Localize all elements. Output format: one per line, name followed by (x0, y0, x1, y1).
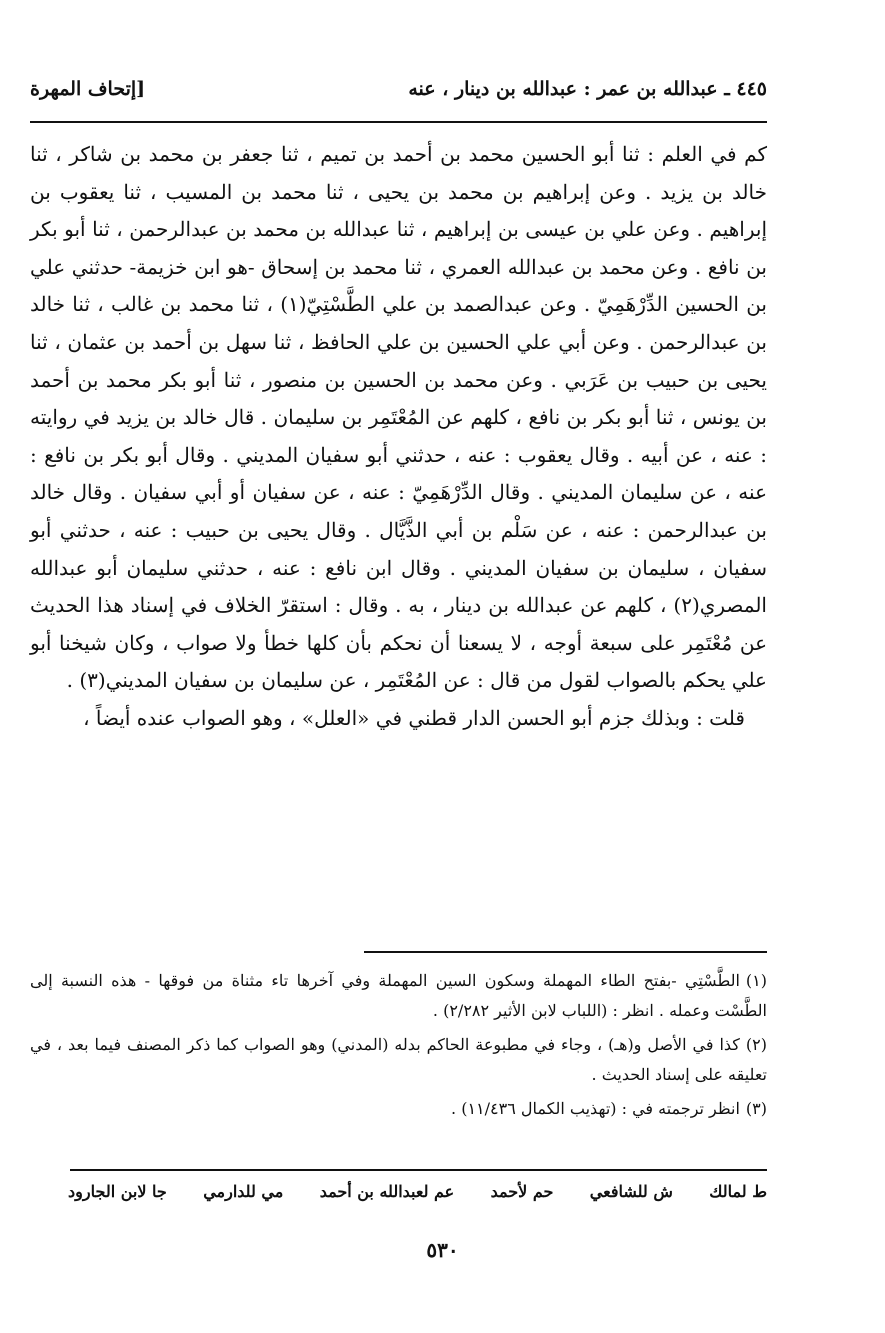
footnote-number: (٣) (745, 1099, 767, 1118)
abbreviations-key (68, 1182, 767, 1201)
main-text (30, 136, 767, 738)
footnote (30, 1030, 767, 1090)
footnote-text: الطَّسْتِي -بفتح الطاء المهملة وسكون السين المهملة وفي آخرها تاء مثناة من فوقها - هذه النسبة إلى الطَّسْت وعمله . انظر : (اللباب لابن الأثير ٢/٢٨٢) . (30, 971, 767, 1020)
abbreviation: ط لمالك (709, 1182, 767, 1201)
abbreviation: مي للدارمي (203, 1182, 284, 1201)
abbreviations-divider (70, 1169, 767, 1171)
body-paragraph: كم في العلم : ثنا أبو الحسين محمد بن أحمد بن تميم ، ثنا جعفر بن محمد بن شاكر ، ثنا خالد بن يزيد . وعن إبراهيم بن محمد بن يحيى ، ثنا محمد بن المسيب ، ثنا يعقوب بن إبراهيم . وعن علي بن عيسى بن إبراهيم ، ثنا عبدالله بن محمد بن عبدالرحمن ، ثنا أبو بكر بن نافع . وعن محمد بن عبدالله العمري ، ثنا محمد بن إسحاق -هو ابن خزيمة- حدثني علي بن الحسين الدِّرْهَمِيّ . وعن عبدالصمد بن علي الطَّسْتِيّ(١) ، ثنا محمد بن غالب ، ثنا خالد بن عبدالرحمن . وعن أبي علي الحسين بن علي الحافظ ، ثنا سهل بن أحمد بن عثمان ، ثنا يحيى بن حبيب بن عَرَبي . وعن محمد بن الحسين بن منصور ، ثنا أبو بكر محمد بن أحمد بن يونس ، ثنا أبو بكر بن نافع ، كلهم عن المُعْتَمِر بن سليمان . قال خالد بن يزيد في روايته : عنه ، عن أبيه . وقال يعقوب : عنه ، حدثني أبو سفيان المديني . وقال أبو بكر بن نافع : عنه ، عن سليمان المديني . وقال الدِّرْهَمِيّ : عنه ، عن سفيان أو أبي سفيان . وقال خالد بن عبدالرحمن : عنه ، عن سَلْم بن أبي الذَّيَّال . وقال يحيى بن حبيب : عنه ، حدثني أبو سفيان ، سليمان بن سفيان المديني . وقال ابن نافع : عنه ، حدثني سليمان أبو عبدالله المصري(٢) ، كلهم عن عبدالله بن دينار ، به . وقال : استقرّ الخلاف في إسناد هذا الحديث عن مُعْتَمِر على سبعة أوجه ، لا يسعنا أن نحكم بأن كلها خطأ ولا صواب ، وكان شيخنا أبو علي يحكم بالصواب لقول من قال : عن المُعْتَمِر ، عن سليمان بن سفيان المديني(٣) . (30, 142, 767, 693)
abbreviation: ش للشافعي (589, 1182, 673, 1201)
abbreviation: حم لأحمد (490, 1182, 554, 1201)
running-header (30, 78, 767, 100)
page-number: ٥٣٠ (426, 1238, 459, 1262)
body-paragraph: قلت : وبذلك جزم أبو الحسن الدار قطني في «العلل» ، وهو الصواب عنده أيضاً ، (83, 705, 745, 730)
footnote-number: (٢) (745, 1035, 767, 1054)
footnote-text: كذا في الأصل و(هـ) ، وجاء في مطبوعة الحاكم بدله (المدني) وهو الصواب كما ذكر المصنف فيما بعد ، في تعليقه على إسناد الحديث . (30, 1035, 767, 1084)
footnote-text: انظر ترجمته في : (تهذيب الكمال ١١/٤٣٦) . (451, 1099, 740, 1118)
footnotes (30, 966, 767, 1128)
footnote-number: (١) (745, 971, 767, 990)
footnote (30, 1094, 767, 1124)
abbreviation: عم لعبدالله بن أحمد (319, 1182, 455, 1201)
header-divider (30, 121, 767, 123)
book-title: [إتحاف المهرة (30, 78, 146, 100)
abbreviation: جا لابن الجارود (68, 1182, 167, 1201)
footnote (30, 966, 767, 1026)
footnote-divider (364, 951, 767, 953)
chapter-title: ٤٤٥ ـ عبدالله بن عمر : عبدالله بن دينار ، عنه (408, 78, 767, 100)
